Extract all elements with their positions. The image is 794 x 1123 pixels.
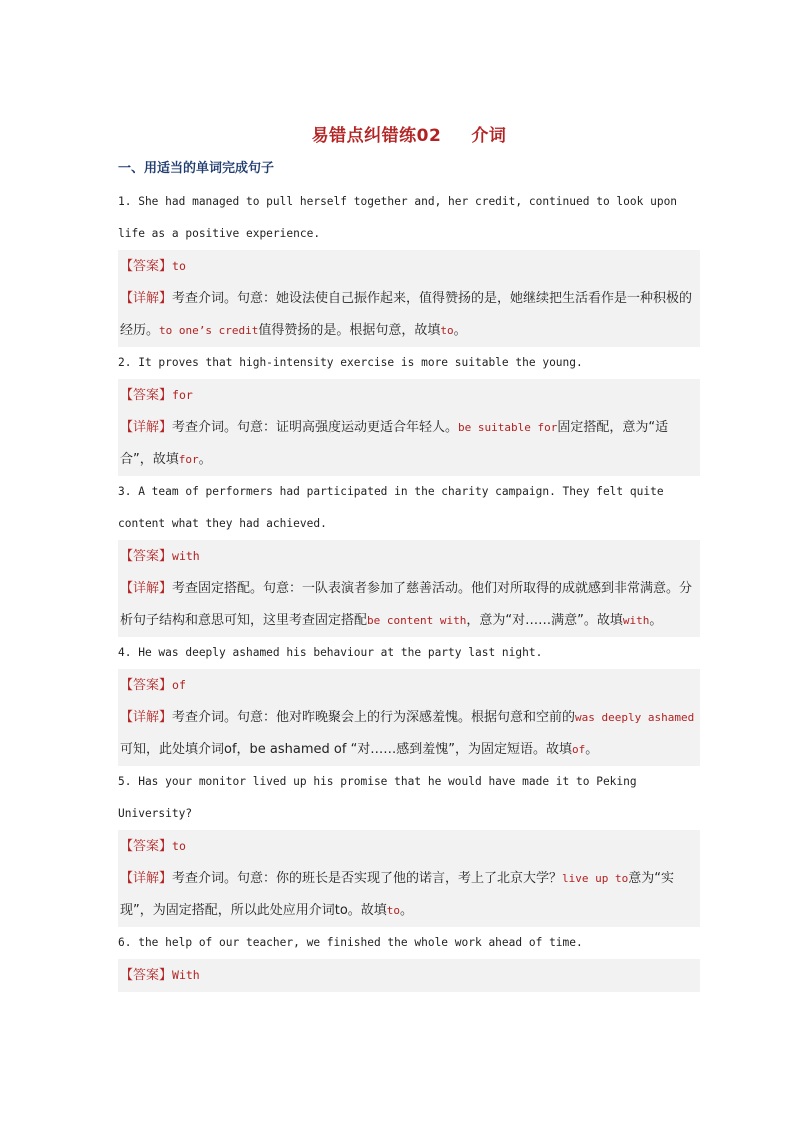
answer-label: 【答案】	[120, 839, 173, 854]
detail-phrase: be content with	[367, 614, 467, 627]
answer-box	[118, 540, 700, 573]
detail-label: 【详解】	[120, 291, 173, 306]
title-main: 易错点纠错练02	[311, 126, 442, 146]
exercise-item	[118, 186, 700, 347]
detail-end: 。	[198, 452, 212, 467]
answer-box	[118, 830, 700, 863]
section-heading: 一、用适当的单词完成句子	[118, 161, 275, 176]
answer-label: 【答案】	[120, 388, 173, 403]
answer-value: With	[172, 968, 200, 982]
answer-box	[118, 250, 700, 283]
exercise-item	[118, 927, 700, 992]
question-text: 4. He was deeply ashamed his behaviour at the party last night.	[118, 646, 543, 659]
detail-end: 。	[585, 742, 599, 757]
detail-text: 固定搭配，意为“适合”，故填	[120, 420, 669, 467]
answer-label: 【答案】	[120, 968, 173, 983]
detail-box	[118, 702, 700, 766]
detail-label: 【详解】	[120, 420, 173, 435]
answer-box	[118, 379, 700, 412]
detail-box	[118, 412, 700, 476]
detail-phrase: to one’s credit	[159, 324, 259, 337]
detail-end: 。	[453, 323, 467, 338]
detail-box	[118, 573, 700, 637]
title-sub: 介词	[471, 126, 507, 146]
question-text: 3. A team of performers had participated in the charity campaign. They felt quite content what they had achieved.	[118, 485, 664, 530]
exercise-item	[118, 476, 700, 637]
detail-text: 考查介词。句意：你的班长是否实现了他的诺言，考上了北京大学？	[172, 871, 563, 886]
detail-answer: to	[440, 324, 454, 337]
answer-label: 【答案】	[120, 678, 173, 693]
detail-text: ，意为“对……满意”。故填	[466, 613, 623, 628]
detail-text: 值得赞扬的是。根据句意，故填	[258, 323, 441, 338]
question-text: 1. She had managed to pull herself together and, her credit, continued to look upon life as a positive experience.	[118, 195, 678, 240]
answer-value: to	[172, 839, 186, 853]
detail-phrase: be suitable for	[458, 421, 558, 434]
answer-value: with	[172, 549, 200, 563]
page-title	[118, 122, 700, 150]
answer-box	[118, 959, 700, 992]
detail-box	[118, 863, 700, 927]
question-text: 6. the help of our teacher, we finished the whole work ahead of time.	[118, 936, 583, 949]
detail-text: 意为“实现”，为固定搭配，所以此处应用介词to。故填	[120, 871, 675, 918]
detail-box	[118, 283, 700, 347]
question-text: 2. It proves that high-intensity exercise is more suitable the young.	[118, 356, 583, 369]
detail-phrase: was deeply ashamed	[575, 711, 695, 724]
detail-label: 【详解】	[120, 581, 173, 596]
answer-label: 【答案】	[120, 549, 173, 564]
question-text: 5. Has your monitor lived up his promise that he would have made it to Peking University?	[118, 775, 637, 820]
detail-label: 【详解】	[120, 710, 173, 725]
answer-box	[118, 669, 700, 702]
answer-value: for	[172, 388, 193, 402]
detail-text: 考查介词。句意：证明高强度运动更适合年轻人。	[172, 420, 459, 435]
detail-end: 。	[649, 613, 663, 628]
detail-answer: of	[572, 743, 586, 756]
exercise-item	[118, 347, 700, 476]
detail-label: 【详解】	[120, 871, 173, 886]
detail-answer: to	[386, 904, 401, 917]
detail-text: 考查固定搭配。句意：一队表演者参加了慈善活动。他们对所取得的成就感到非常满意。分析句子结构和意思可知，这里考查固定搭配	[120, 581, 693, 628]
exercise-item	[118, 766, 700, 927]
answer-value: to	[172, 259, 186, 273]
answer-value: of	[172, 678, 186, 692]
answer-label: 【答案】	[120, 259, 173, 274]
detail-end: 。	[400, 903, 414, 918]
detail-text: 可知，此处填介词of，be ashamed of “对……感到羞愧”，为固定短语。故填	[120, 742, 573, 757]
exercise-item	[118, 637, 700, 766]
detail-text: 考查介词。句意：他对昨晚聚会上的行为深感羞愧。根据句意和空前的	[172, 710, 576, 725]
detail-text: 考查介词。句意：她设法使自己振作起来，值得赞扬的是，她继续把生活看作是一种积极的经历。	[120, 291, 693, 338]
detail-answer: with	[622, 614, 650, 627]
detail-phrase: live up to	[562, 872, 629, 885]
detail-answer: for	[178, 453, 199, 466]
document-page	[118, 122, 700, 992]
